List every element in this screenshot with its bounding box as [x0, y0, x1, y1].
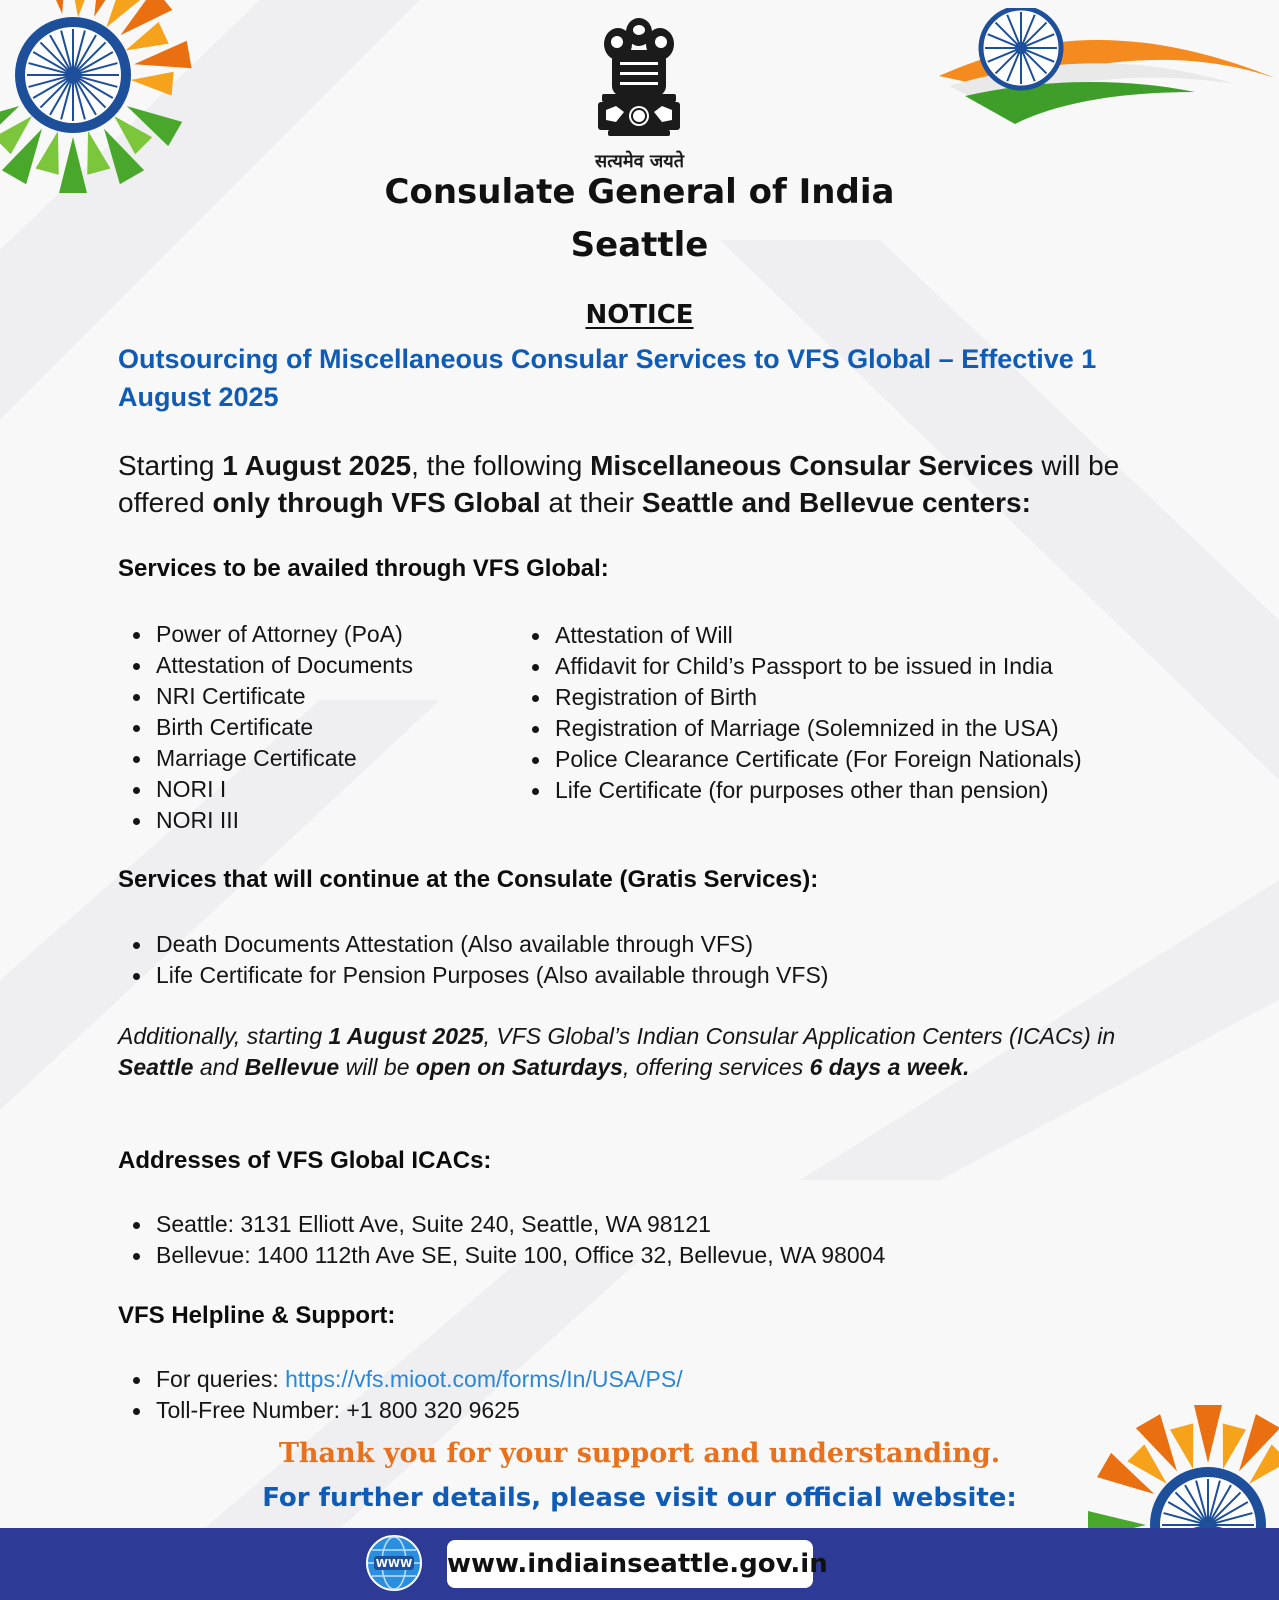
- intro-paragraph: Starting 1 August 2025, the following Miscellaneous Consular Services will be offered only through VFS Global at their Seattle and Bellevue centers:: [118, 450, 1120, 518]
- ashoka-emblem-icon: [592, 10, 686, 142]
- list-item: Marriage Certificate: [118, 743, 413, 774]
- list-item: Death Documents Attestation (Also available through VFS): [118, 929, 828, 960]
- vfs-services-list-right: [517, 620, 1082, 806]
- list-item: Bellevue: 1400 112th Ave SE, Suite 100, Office 32, Bellevue, WA 98004: [118, 1240, 885, 1271]
- consulate-services-list: [118, 929, 828, 991]
- thank-you-message: Thank you for your support and understanding.: [278, 1438, 1001, 1469]
- svg-text:WWW: WWW: [375, 1557, 413, 1570]
- saturday-note: Additionally, starting 1 August 2025, VFS Global’s Indian Consular Application Centers (ICACs) in Seattle and Bellevue will be open on Saturdays, offering services 6 days a week.: [118, 1023, 1116, 1080]
- list-item: Power of Attorney (PoA): [118, 619, 413, 650]
- addresses-list: [118, 1209, 885, 1271]
- list-item: Registration of Birth: [517, 682, 1082, 713]
- list-item: Seattle: 3131 Elliott Ave, Suite 240, Seattle, WA 98121: [118, 1209, 885, 1240]
- vfs-services-heading: Services to be availed through VFS Global:: [118, 555, 609, 582]
- list-item: Registration of Marriage (Solemnized in the USA): [517, 713, 1082, 744]
- list-item: Life Certificate for Pension Purposes (Also available through VFS): [118, 960, 828, 991]
- notice-label: NOTICE: [585, 300, 694, 330]
- list-item: Life Certificate (for purposes other than pension): [517, 775, 1082, 806]
- list-item: NORI III: [118, 805, 413, 836]
- national-motto: सत्यमेव जयते: [595, 151, 684, 172]
- list-item: NRI Certificate: [118, 681, 413, 712]
- globe-icon: [365, 1534, 423, 1592]
- helpline-heading: VFS Helpline & Support:: [118, 1302, 396, 1329]
- list-item: Toll-Free Number: +1 800 320 9625: [118, 1395, 683, 1426]
- list-item: Police Clearance Certificate (For Foreign Nationals): [517, 744, 1082, 775]
- notice-subject: Outsourcing of Miscellaneous Consular Services to VFS Global – Effective 1 August 2025: [118, 344, 1097, 412]
- helpline-list: [118, 1364, 683, 1426]
- consulate-title: Consulate General of India: [384, 172, 895, 212]
- list-item: Attestation of Will: [517, 620, 1082, 651]
- addresses-heading: Addresses of VFS Global ICACs:: [118, 1147, 492, 1174]
- list-item: Birth Certificate: [118, 712, 413, 743]
- list-item: Affidavit for Child’s Passport to be issued in India: [517, 651, 1082, 682]
- visit-website-message: For further details, please visit our official website:: [262, 1483, 1017, 1513]
- consulate-city: Seattle: [570, 225, 709, 265]
- vfs-services-list-left: [118, 619, 413, 836]
- consulate-services-heading: Services that will continue at the Consulate (Gratis Services):: [118, 866, 819, 893]
- list-item: For queries: https://vfs.mioot.com/forms/In/USA/PS/: [118, 1364, 683, 1395]
- website-url-link[interactable]: www.indiainseattle.gov.in: [447, 1540, 813, 1588]
- list-item: NORI I: [118, 774, 413, 805]
- list-item: Attestation of Documents: [118, 650, 413, 681]
- vfs-queries-link[interactable]: https://vfs.mioot.com/forms/In/USA/PS/: [285, 1366, 683, 1392]
